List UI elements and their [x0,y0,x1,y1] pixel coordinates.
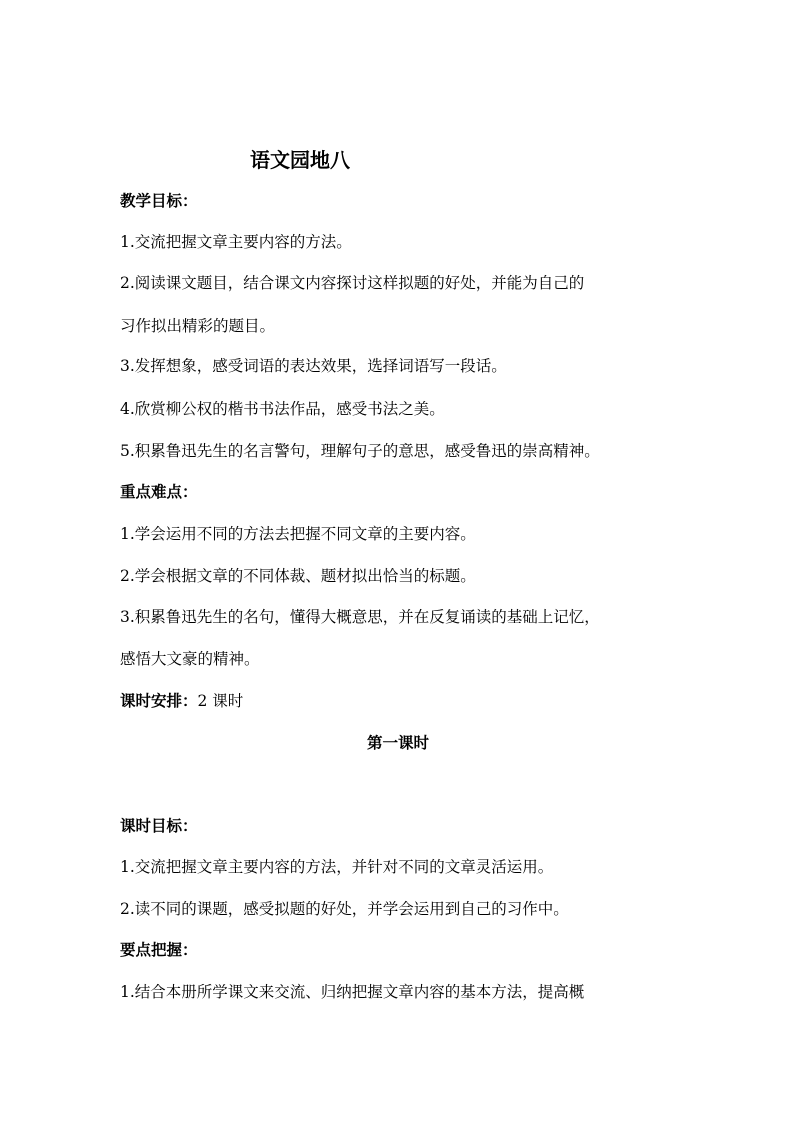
goal-item-2-continued: 习作拟出精彩的题目。 [120,317,276,335]
grasp-point-1: 1.结合本册所学课文来交流、归纳把握文章内容的基本方法，提高概 [120,983,585,1001]
lesson-goal-2: 2.读不同的课题，感受拟题的好处，并学会运用到自己的习作中。 [120,900,569,918]
goal-item-5: 5.积累鲁迅先生的名言警句，理解句子的意思，感受鲁迅的崇高精神。 [120,442,600,460]
grasp-heading: 要点把握： [120,940,198,959]
key-point-3-continued: 感悟大文豪的精神。 [120,650,260,668]
document-title: 语文园地八 [250,148,350,172]
lesson-one-heading: 第一课时 [366,733,429,752]
goal-item-3: 3.发挥想象，感受词语的表达效果，选择词语写一段话。 [120,357,507,375]
schedule-value: 2 课时 [197,692,244,710]
goal-item-4: 4.欣赏柳公权的楷书书法作品，感受书法之美。 [120,400,445,418]
lesson-goal-1: 1.交流把握文章主要内容的方法，并针对不同的文章灵活运用。 [120,858,554,876]
key-point-2: 2.学会根据文章的不同体裁、题材拟出恰当的标题。 [120,567,476,585]
key-points-heading: 重点难点： [120,482,198,501]
lesson-goals-heading: 课时目标： [120,816,198,835]
schedule-line [120,690,680,712]
key-point-1: 1.学会运用不同的方法去把握不同文章的主要内容。 [120,525,476,543]
schedule-label: 课时安排： [120,691,198,710]
goal-item-1: 1.交流把握文章主要内容的方法。 [120,233,352,251]
goals-heading: 教学目标： [120,191,198,210]
key-point-3: 3.积累鲁迅先生的名句，懂得大概意思，并在反复诵读的基础上记忆， [120,608,600,626]
goal-item-2: 2.阅读课文题目，结合课文内容探讨这样拟题的好处，并能为自己的 [120,274,585,292]
